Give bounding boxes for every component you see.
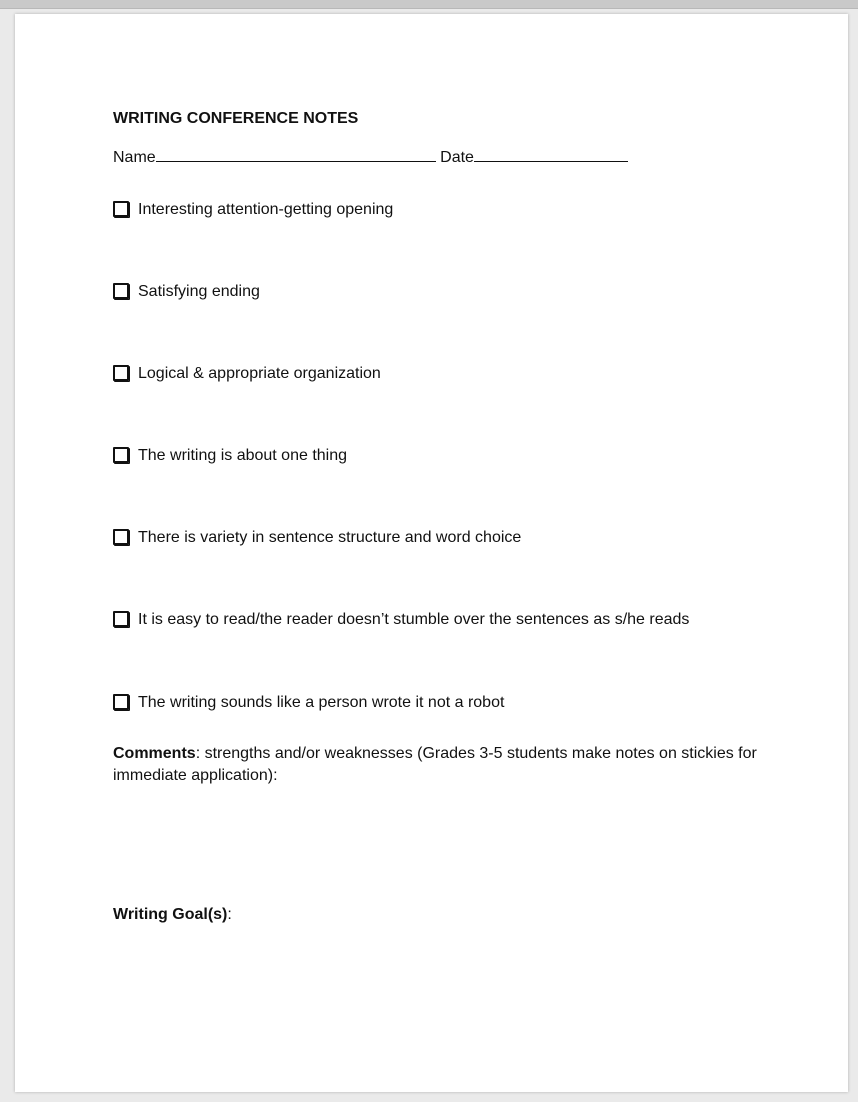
checkbox-icon[interactable] (113, 694, 129, 710)
name-date-line (113, 147, 628, 167)
checklist-item (113, 694, 504, 712)
writing-goals-colon: : (227, 906, 232, 923)
comments-section (113, 743, 763, 787)
comments-description: : strengths and/or weaknesses (Grades 3-5 students make notes on stickies for immediate application): (113, 745, 757, 784)
document-title: WRITING CONFERENCE NOTES (113, 110, 359, 127)
checklist-item (113, 201, 393, 219)
writing-goals-label: Writing Goal(s) (113, 906, 228, 923)
checklist-item-label: There is variety in sentence structure and word choice (138, 529, 522, 546)
date-label: Date (440, 149, 474, 166)
viewer-top-bar (0, 0, 858, 9)
checklist-item (113, 365, 381, 383)
checklist-item-label: Interesting attention-getting opening (138, 201, 394, 218)
checkbox-icon[interactable] (113, 611, 129, 627)
checkbox-icon[interactable] (113, 447, 129, 463)
checklist-item-label: The writing sounds like a person wrote it not a robot (138, 694, 505, 711)
checkbox-icon[interactable] (113, 201, 129, 217)
name-label: Name (113, 149, 156, 166)
checkbox-icon[interactable] (113, 529, 129, 545)
checklist-item-label: Satisfying ending (138, 283, 260, 300)
checklist-item (113, 611, 689, 629)
date-blank-line (474, 147, 628, 162)
checkbox-icon[interactable] (113, 283, 129, 299)
checkbox-icon[interactable] (113, 365, 129, 381)
comments-label: Comments (113, 745, 196, 762)
checklist-item-label: It is easy to read/the reader doesn’t stumble over the sentences as s/he reads (138, 611, 690, 628)
document-page (15, 14, 848, 1092)
checklist-item-label: The writing is about one thing (138, 447, 348, 464)
name-blank-line (156, 147, 436, 162)
writing-goals-section (113, 906, 232, 924)
checklist-item (113, 447, 347, 465)
checklist-item (113, 529, 521, 547)
checklist-item-label: Logical & appropriate organization (138, 365, 381, 382)
checklist-item (113, 283, 260, 301)
